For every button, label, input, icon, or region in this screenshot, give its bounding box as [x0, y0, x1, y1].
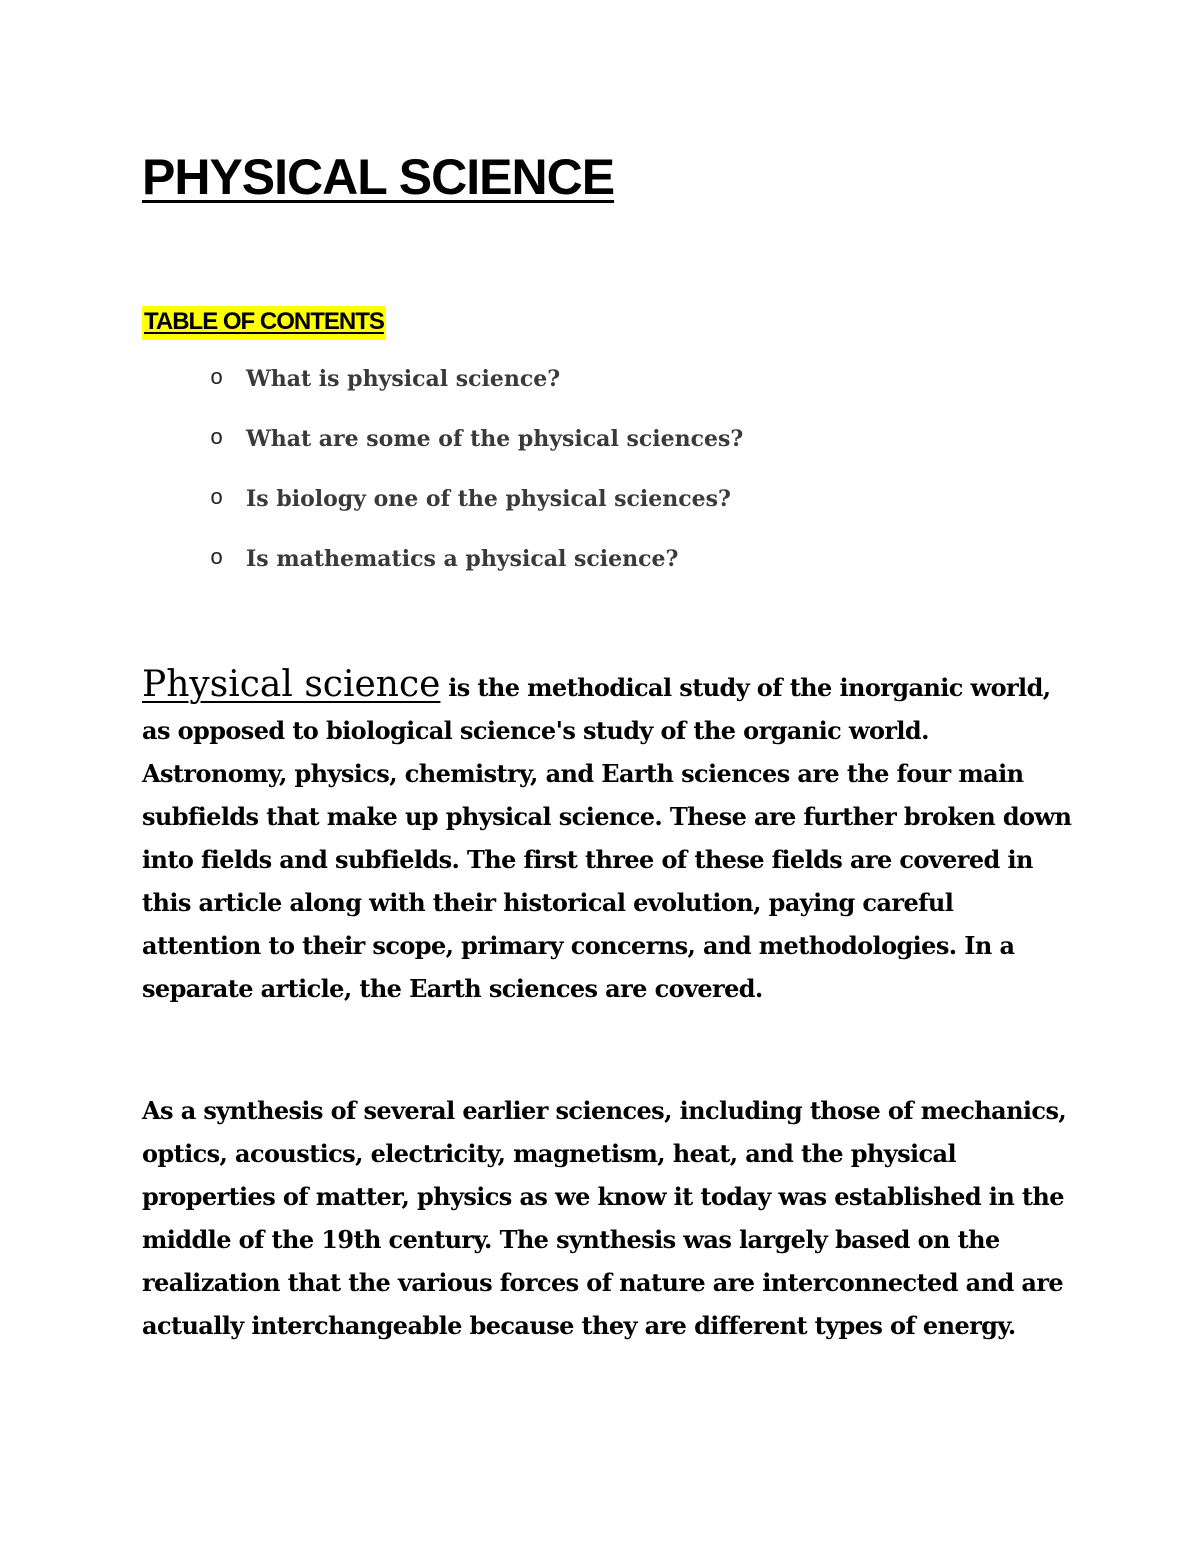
second-paragraph: As a synthesis of several earlier sciences, including those of mechanics, optics, acoustics, electricity, magnetism, heat, and the physical properties of matter, physics as we know it today was established in the middle of the 19th century. The synthesis was largely based on the realization that the various forces of nature are interconnected and are actually interchangeable because they are different types of energy.: [142, 1096, 1067, 1340]
toc-item: [210, 546, 743, 606]
toc-item-label: Is biology one of the physical sciences?: [246, 486, 731, 512]
intro-paragraph-text: is the methodical study of the inorganic world, as opposed to biological science's study of the organic world. Astronomy, physics, chemistry, and Earth sciences are the four main subfields that make up physical science. These are further broken down into fields and subfields. The first three of these fields are covered in this article along with their historical evolution, paying careful attention to their scope, primary concerns, and methodologies. In a separate article, the Earth sciences are covered.: [142, 673, 1072, 1003]
toc-list: [210, 366, 743, 606]
bullet-icon: o: [210, 486, 224, 511]
toc-item: [210, 366, 743, 426]
bullet-icon: o: [210, 546, 224, 571]
toc-item-label: What is physical science?: [246, 366, 561, 392]
bullet-icon: o: [210, 366, 224, 391]
toc-item: [210, 486, 743, 546]
toc-item-label: What are some of the physical sciences?: [246, 426, 744, 452]
toc-item: [210, 426, 743, 486]
bullet-icon: o: [210, 426, 224, 451]
document-title: PHYSICAL SCIENCE: [142, 149, 615, 205]
toc-item-label: Is mathematics a physical science?: [246, 546, 679, 572]
toc-heading: TABLE OF CONTENTS: [142, 306, 386, 340]
intro-paragraph: [142, 666, 1072, 1010]
lead-term: Physical science: [142, 664, 441, 705]
